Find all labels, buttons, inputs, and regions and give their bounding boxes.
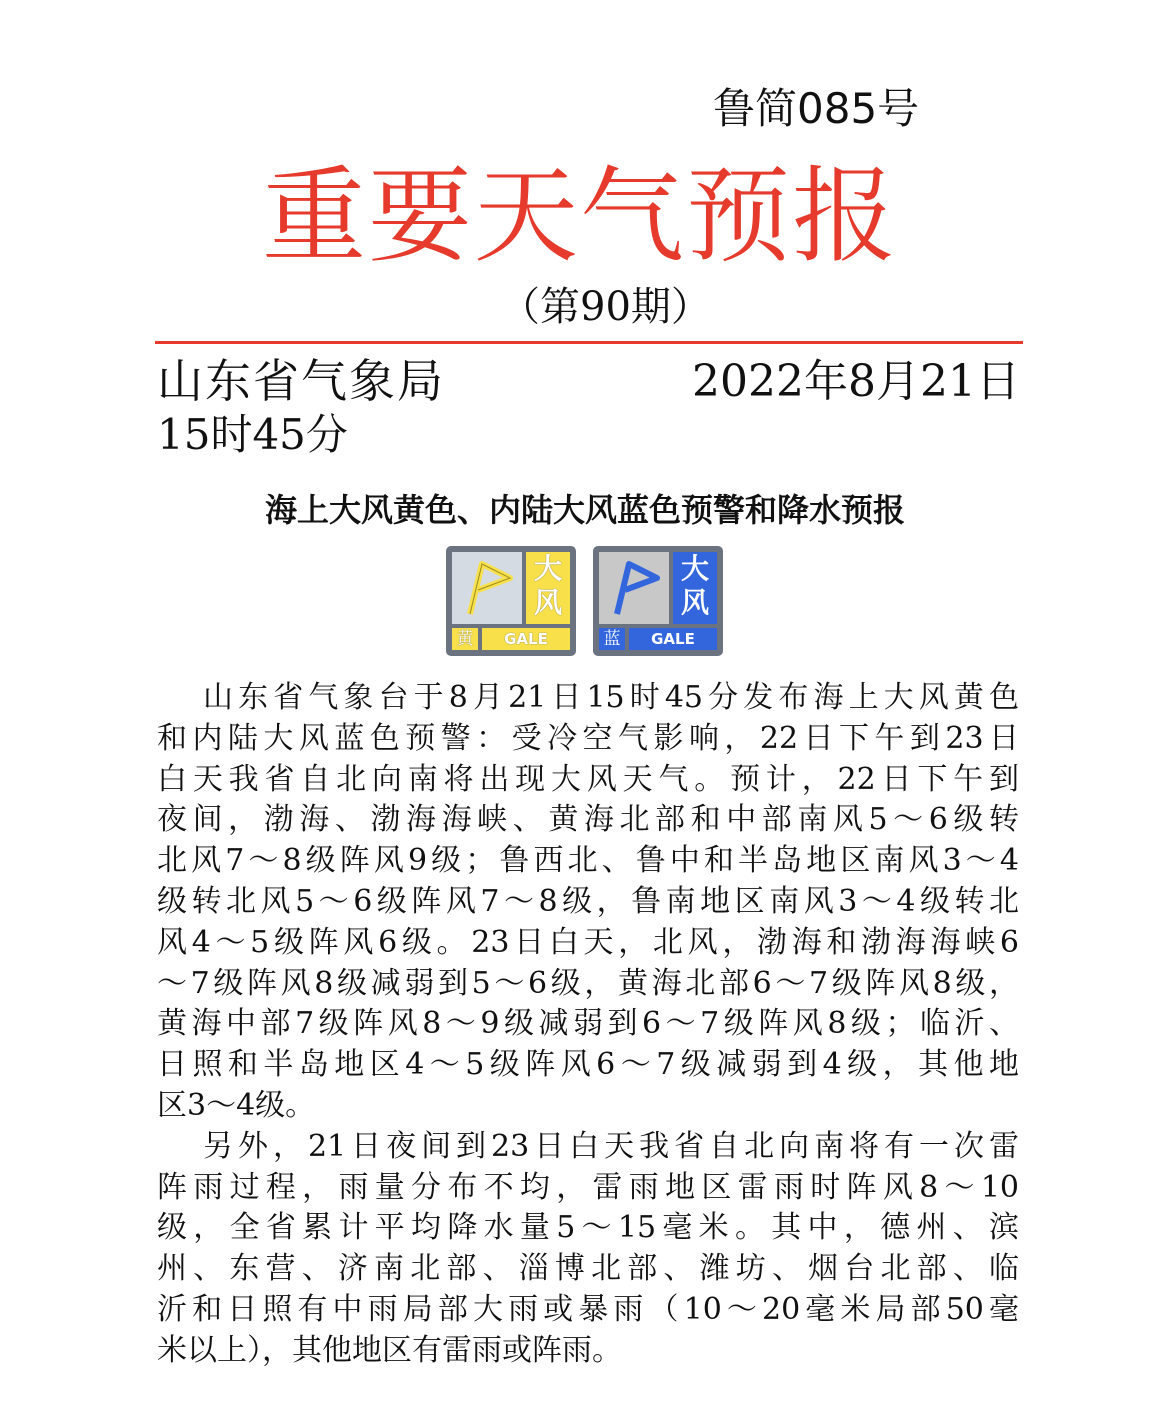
issue-date: 2022年8月21日: [692, 356, 1020, 407]
text-line: 风4～5级阵风6级。23日白天，北风，渤海和渤海海峡6: [157, 924, 1019, 960]
text-line: 沂和日照有中雨局部大雨或暴雨（10～20毫米局部50毫: [157, 1291, 1019, 1327]
paragraph: [157, 1127, 1019, 1372]
warning-level: 蓝: [599, 628, 625, 650]
wind-flag-icon: [599, 552, 669, 624]
paragraph: [157, 678, 1019, 1127]
warning-heading: 海上大风黄色、内陆大风蓝色预警和降水预报: [264, 491, 905, 529]
text-line: 山东省气象台于8月21日15时45分发布海上大风黄色: [203, 680, 1019, 715]
text-line: 黄海中部7级阵风8～9级减弱到6～7级阵风8级；临沂、: [157, 1006, 1019, 1042]
text-line: 日照和半岛地区4～5级阵风6～7级减弱到4级，其他地: [157, 1047, 1019, 1083]
issue-number: （第90期）: [500, 284, 711, 330]
text-line: 另外，21日夜间到23日白天我省自北向南将有一次雷: [203, 1128, 1019, 1164]
warning-level: 黄: [452, 628, 478, 650]
text-line: 州、东营、济南北部、淄博北部、潍坊、烟台北部、临: [157, 1251, 1019, 1287]
text-line: 米以上），其他地区有雷雨或阵雨。: [157, 1332, 622, 1368]
text-line: 白天我省自北向南将出现大风天气。预计，22日下午到: [157, 761, 1019, 797]
text-line: 北风7～8级阵风9级；鲁西北、鲁中和半岛地区南风3～4: [157, 843, 1019, 879]
blue-gale-warning-icon: [593, 546, 723, 656]
issuing-organization: 山东省气象局: [157, 354, 445, 408]
sign-text: 大: [533, 552, 562, 585]
text-line: 级，全省累计平均降水量5～15毫米。其中，德州、滨: [157, 1210, 1019, 1246]
text-line: 区3～4级。: [157, 1087, 316, 1123]
text-line: 级转北风5～6级阵风7～8级，鲁南地区南风3～4级转北: [157, 883, 1019, 919]
text-line: 和内陆大风蓝色预警：受冷空气影响，22日下午到23日: [157, 720, 1019, 756]
text-line: 阵雨过程，雨量分布不均，雷雨地区雷雨时阵风8～10: [157, 1169, 1019, 1205]
document-number: 鲁简085号: [713, 84, 920, 133]
gale-label: GALE: [482, 628, 570, 650]
bulletin-title: 重要天气预报: [262, 155, 899, 277]
red-divider: [155, 341, 1023, 344]
gale-label: GALE: [629, 628, 717, 650]
issue-time: 15时45分: [157, 410, 348, 459]
bulletin-body: [157, 678, 1019, 1372]
sign-text: 大: [680, 552, 709, 585]
text-line: 夜间，渤海、渤海海峡、黄海北部和中部南风5～6级转: [157, 802, 1019, 838]
sign-text: 风: [533, 586, 562, 619]
sign-text: 风: [680, 586, 709, 619]
text-line: ～7级阵风8级减弱到5～6级，黄海北部6～7级阵风8级，: [157, 965, 1019, 1001]
wind-flag-icon: [452, 552, 522, 624]
yellow-gale-warning-icon: [446, 546, 576, 656]
